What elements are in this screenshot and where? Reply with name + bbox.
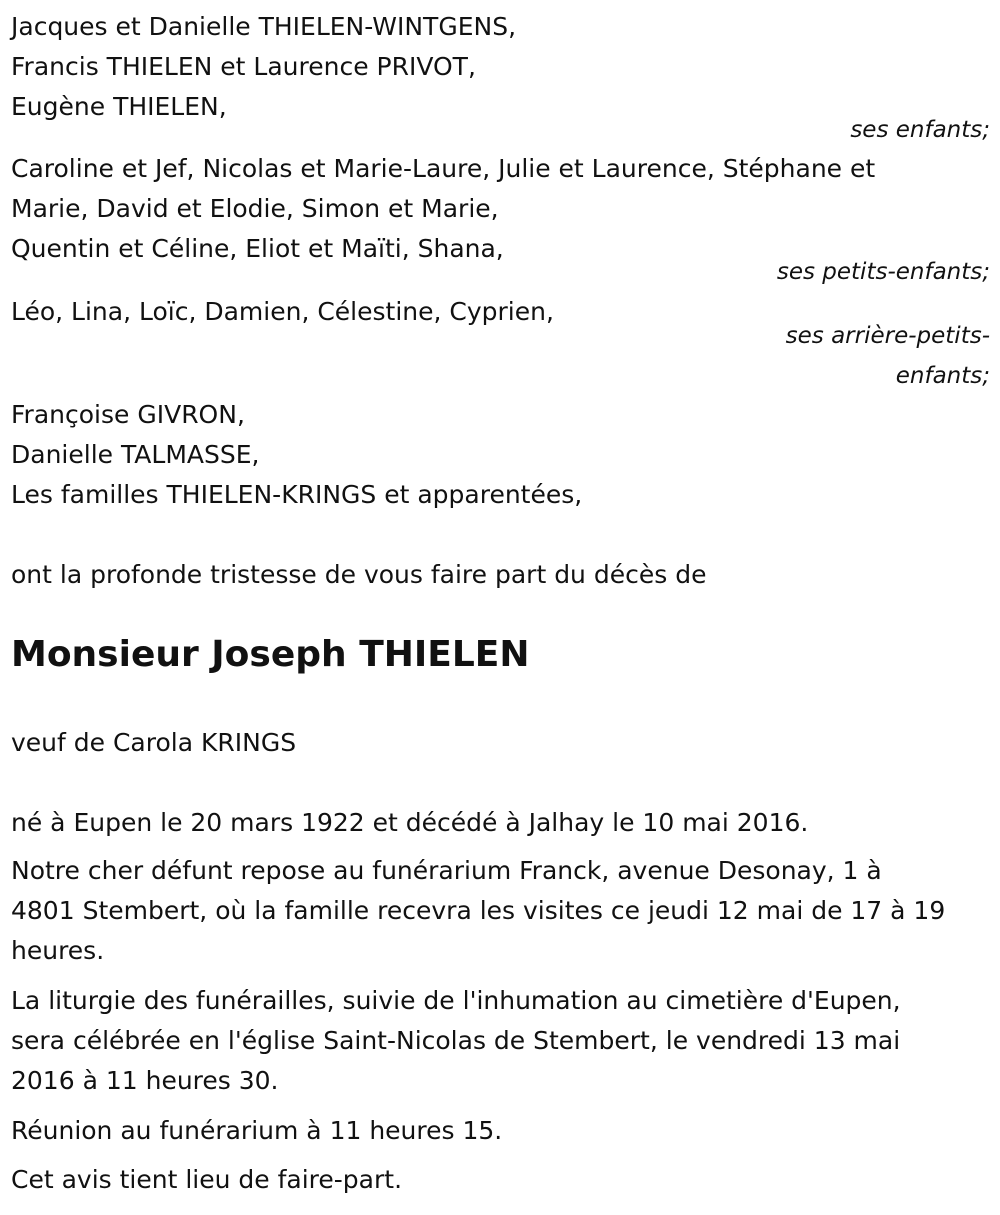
grandchildren-role-label: ses petits-enfants; bbox=[776, 259, 990, 285]
funeral-line-2: sera célébrée en l'église Saint-Nicolas de Stembert, le vendredi 13 mai bbox=[11, 1026, 901, 1055]
others-line-3: Les familles THIELEN-KRINGS et apparentées, bbox=[11, 480, 583, 509]
grandchildren-line-3: Quentin et Céline, Eliot et Maïti, Shana, bbox=[11, 234, 504, 263]
announcement-text: ont la profonde tristesse de vous faire part du décès de bbox=[11, 560, 707, 589]
others-line-1: Françoise GIVRON, bbox=[11, 400, 245, 429]
grandchildren-line-1: Caroline et Jef, Nicolas et Marie-Laure, Julie et Laurence, Stéphane et bbox=[11, 154, 876, 183]
funeral-line-1: La liturgie des funérailles, suivie de l'inhumation au cimetière d'Eupen, bbox=[11, 986, 901, 1015]
visitation-line-1: Notre cher défunt repose au funérarium Franck, avenue Desonay, 1 à bbox=[11, 856, 882, 885]
visitation-line-2: 4801 Stembert, où la famille recevra les visites ce jeudi 12 mai de 17 à 19 bbox=[11, 896, 946, 925]
meeting-text: Réunion au funérarium à 11 heures 15. bbox=[11, 1116, 503, 1145]
children-line-2: Francis THIELEN et Laurence PRIVOT, bbox=[11, 52, 476, 81]
birth-death-text: né à Eupen le 20 mars 1922 et décédé à Jalhay le 10 mai 2016. bbox=[11, 808, 809, 837]
funeral-line-3: 2016 à 11 heures 30. bbox=[11, 1066, 279, 1095]
grandchildren-line-2: Marie, David et Elodie, Simon et Marie, bbox=[11, 194, 499, 223]
widower-of-text: veuf de Carola KRINGS bbox=[11, 728, 297, 757]
great-grandchildren-role-label-1: ses arrière-petits- bbox=[785, 323, 990, 349]
children-role-label: ses enfants; bbox=[850, 117, 990, 143]
others-line-2: Danielle TALMASSE, bbox=[11, 440, 260, 469]
closing-text: Cet avis tient lieu de faire-part. bbox=[11, 1165, 403, 1194]
great-grandchildren-role-label-2: enfants; bbox=[895, 363, 990, 389]
deceased-name: Monsieur Joseph THIELEN bbox=[11, 634, 530, 675]
children-line-1: Jacques et Danielle THIELEN-WINTGENS, bbox=[11, 12, 517, 41]
great-grandchildren-line-1: Léo, Lina, Loïc, Damien, Célestine, Cyprien, bbox=[11, 297, 554, 326]
visitation-line-3: heures. bbox=[11, 936, 105, 965]
children-line-3: Eugène THIELEN, bbox=[11, 92, 227, 121]
